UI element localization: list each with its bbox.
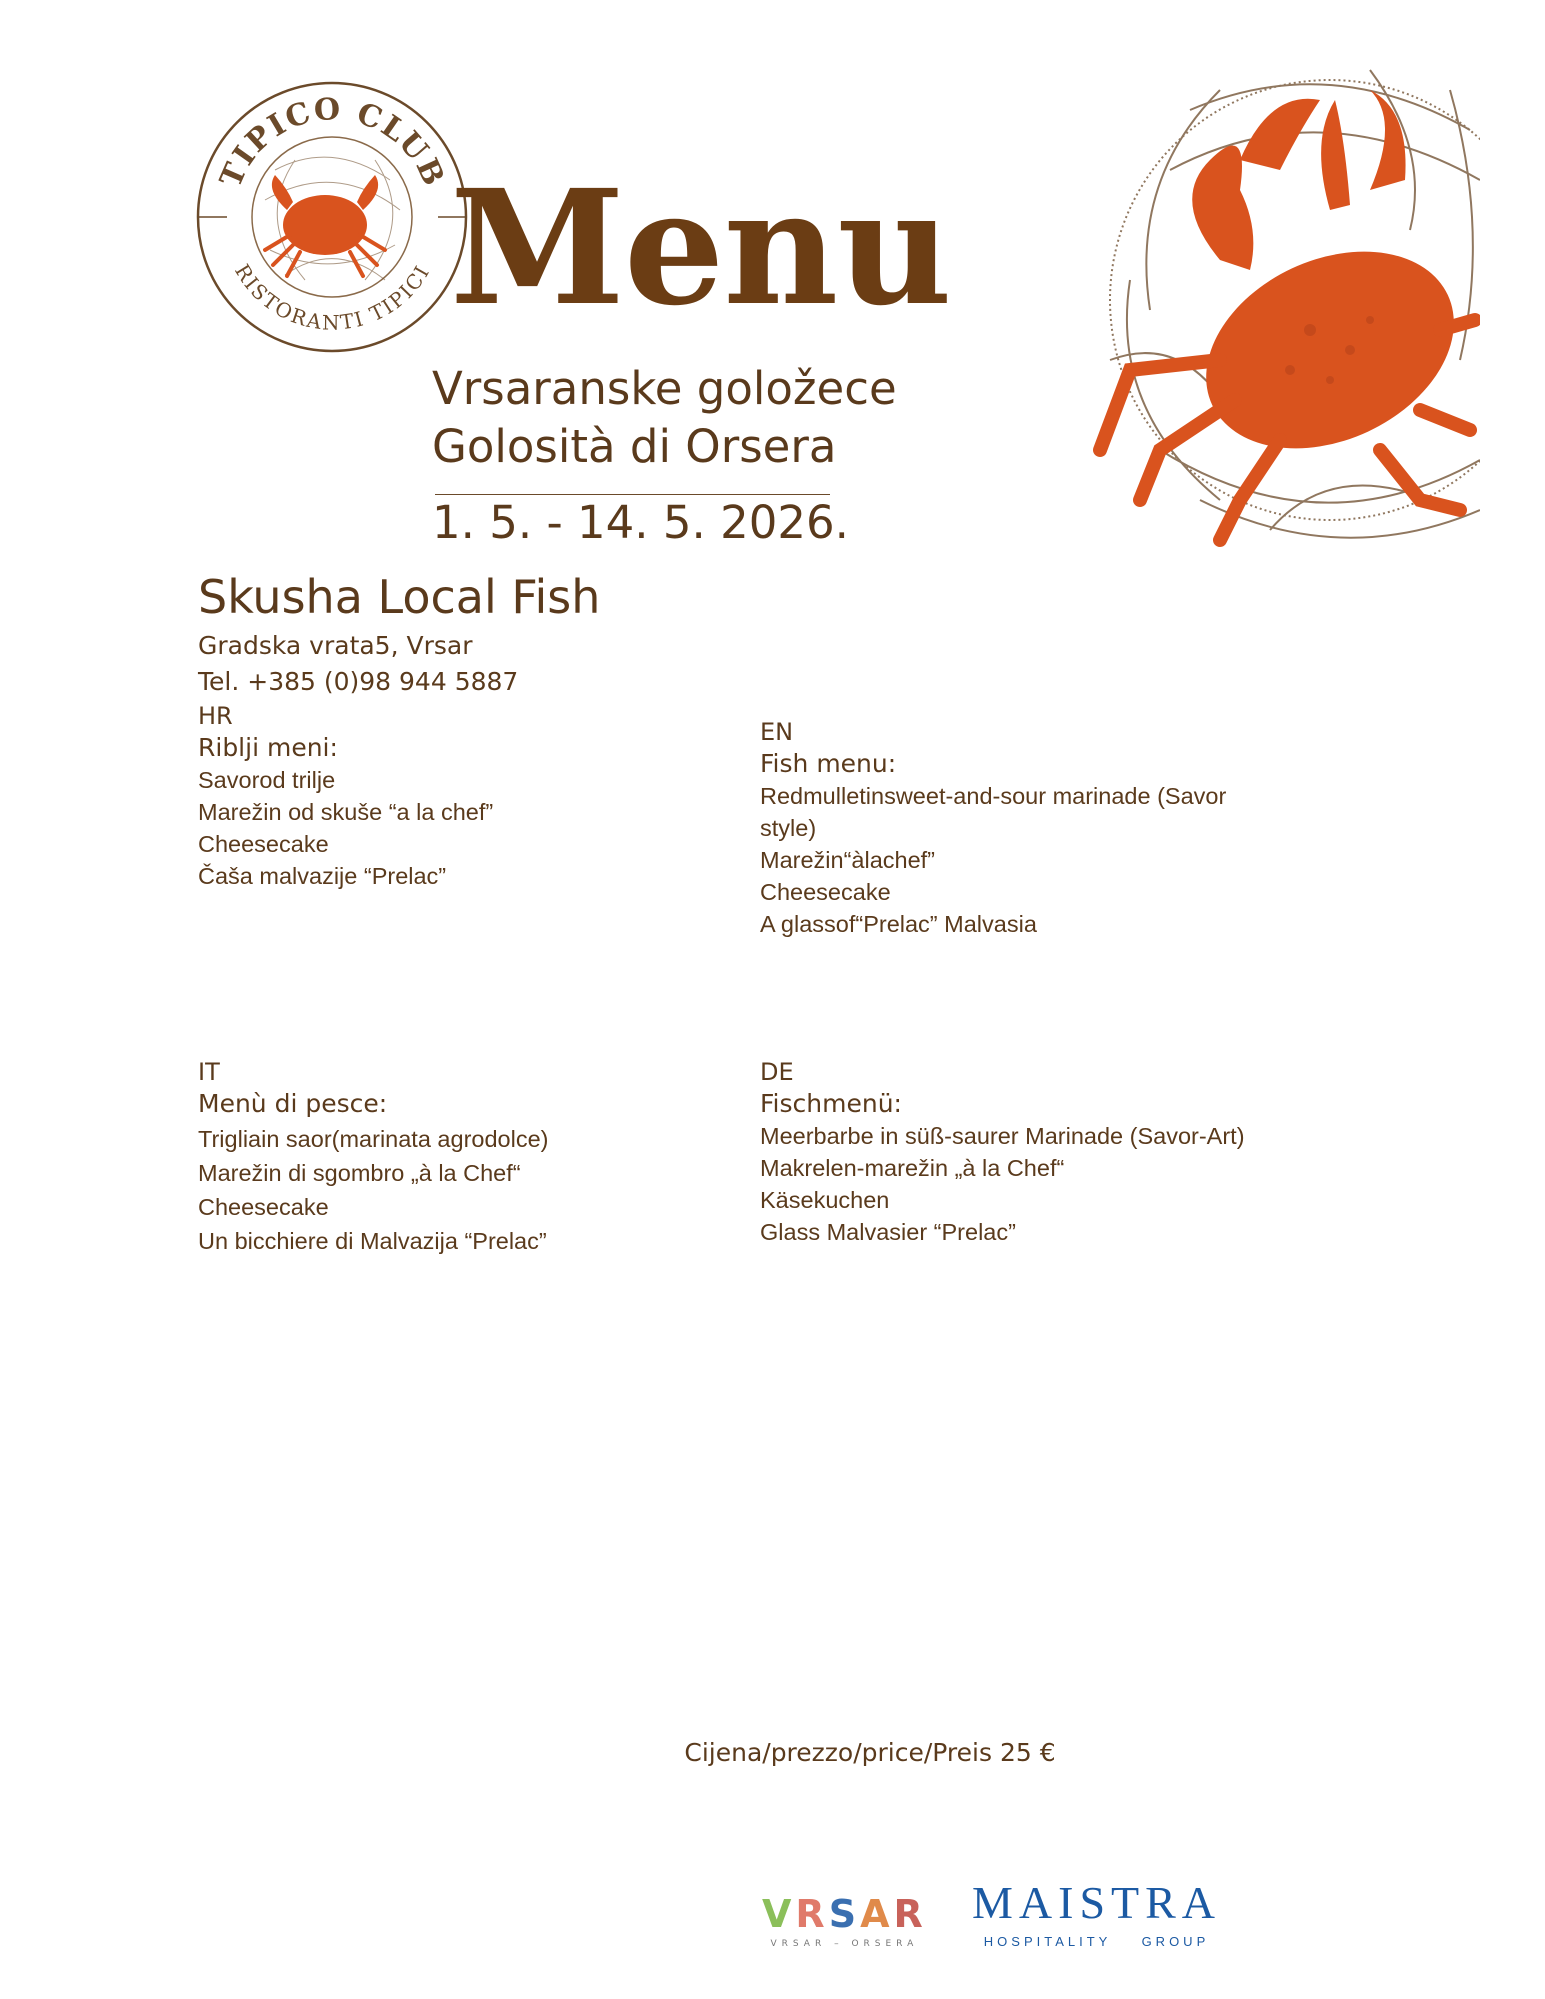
language-code: DE xyxy=(760,1058,794,1086)
logo-arc-top: TIPICO CLUB xyxy=(213,92,452,193)
title-divider xyxy=(435,494,830,495)
menu-block-it xyxy=(198,1056,738,1258)
maistra-wordmark: MAISTRA xyxy=(972,1877,1222,1928)
vrsar-letter: V xyxy=(762,1892,796,1936)
menu-item: Cheesecake xyxy=(198,831,329,857)
maistra-logo xyxy=(972,1877,1222,1949)
menu-item: Cheesecake xyxy=(760,879,891,905)
crab-icon xyxy=(265,175,385,276)
menu-items xyxy=(760,1120,1300,1248)
menu-block-hr xyxy=(198,700,738,892)
language-code: IT xyxy=(198,1058,220,1086)
menu-item: Trigliain saor(marinata agrodolce) xyxy=(198,1126,549,1152)
restaurant-phone: Tel. +385 (0)98 944 5887 xyxy=(198,667,519,696)
vrsar-tagline: VRSAR – ORSERA xyxy=(770,1939,919,1949)
menu-item: style) xyxy=(760,815,817,841)
menu-item: Un bicchiere di Malvazija “Prelac” xyxy=(198,1228,547,1254)
restaurant-address: Gradska vrata5, Vrsar xyxy=(198,631,473,660)
menu-block-de xyxy=(760,1056,1300,1248)
maistra-tagline: HOSPITALITY GROUP xyxy=(983,1934,1210,1949)
logo-arc-bottom: RISTORANTI TIPICI xyxy=(230,259,435,335)
menu-items xyxy=(198,764,738,892)
menu-item: Makrelen-marežin „à la Chef“ xyxy=(760,1155,1065,1181)
vrsar-letter: S xyxy=(828,1892,861,1936)
restaurant-name: Skusha Local Fish xyxy=(198,570,601,624)
language-code: EN xyxy=(760,718,794,746)
vrsar-letter: R xyxy=(893,1892,927,1936)
menu-item: Savorod trilje xyxy=(198,767,336,793)
menu-item: Čaša malvazije “Prelac” xyxy=(198,863,447,889)
menu-title: Menu xyxy=(450,156,952,341)
menu-heading: Fischmenü: xyxy=(760,1089,902,1118)
subtitle-italian: Golosità di Orsera xyxy=(432,420,837,473)
menu-item: Marežin od skuše “a la chef” xyxy=(198,799,494,825)
event-dates: 1. 5. - 14. 5. 2026. xyxy=(432,496,849,549)
menu-heading: Menù di pesce: xyxy=(198,1089,388,1118)
menu-heading: Riblji meni: xyxy=(198,733,338,762)
menu-items xyxy=(198,1122,738,1258)
tipico-club-logo xyxy=(195,80,470,355)
menu-item: Glass Malvasier “Prelac” xyxy=(760,1219,1016,1245)
menu-item: Meerbarbe in süß-saurer Marinade (Savor-Art) xyxy=(760,1123,1245,1149)
menu-item: Marežin di sgombro „à la Chef“ xyxy=(198,1160,521,1186)
subtitle-croatian: Vrsaranske goložece xyxy=(432,362,897,415)
menu-item: A glassof“Prelac” Malvasia xyxy=(760,911,1037,937)
menu-item: Marežin“àlachef” xyxy=(760,847,936,873)
menu-item: Käsekuchen xyxy=(760,1187,890,1213)
vrsar-logo xyxy=(762,1892,927,1949)
price-text: Cijena/prezzo/price/Preis 25 € xyxy=(684,1738,1056,1767)
language-code: HR xyxy=(198,702,233,730)
vrsar-letter: A xyxy=(860,1892,894,1936)
menu-item: Cheesecake xyxy=(198,1194,329,1220)
price-line xyxy=(0,1738,1545,1767)
svg-text:TIPICO CLUB xyxy=(213,92,451,193)
menu-heading: Fish menu: xyxy=(760,749,897,778)
menu-block-en xyxy=(760,716,1280,940)
menu-item: Redmulletinsweet-and-sour marinade (Savor xyxy=(760,783,1227,809)
menu-items xyxy=(760,780,1280,940)
crab-illustration xyxy=(1070,30,1480,570)
vrsar-letter: R xyxy=(795,1892,829,1936)
vrsar-wordmark xyxy=(762,1892,927,1936)
